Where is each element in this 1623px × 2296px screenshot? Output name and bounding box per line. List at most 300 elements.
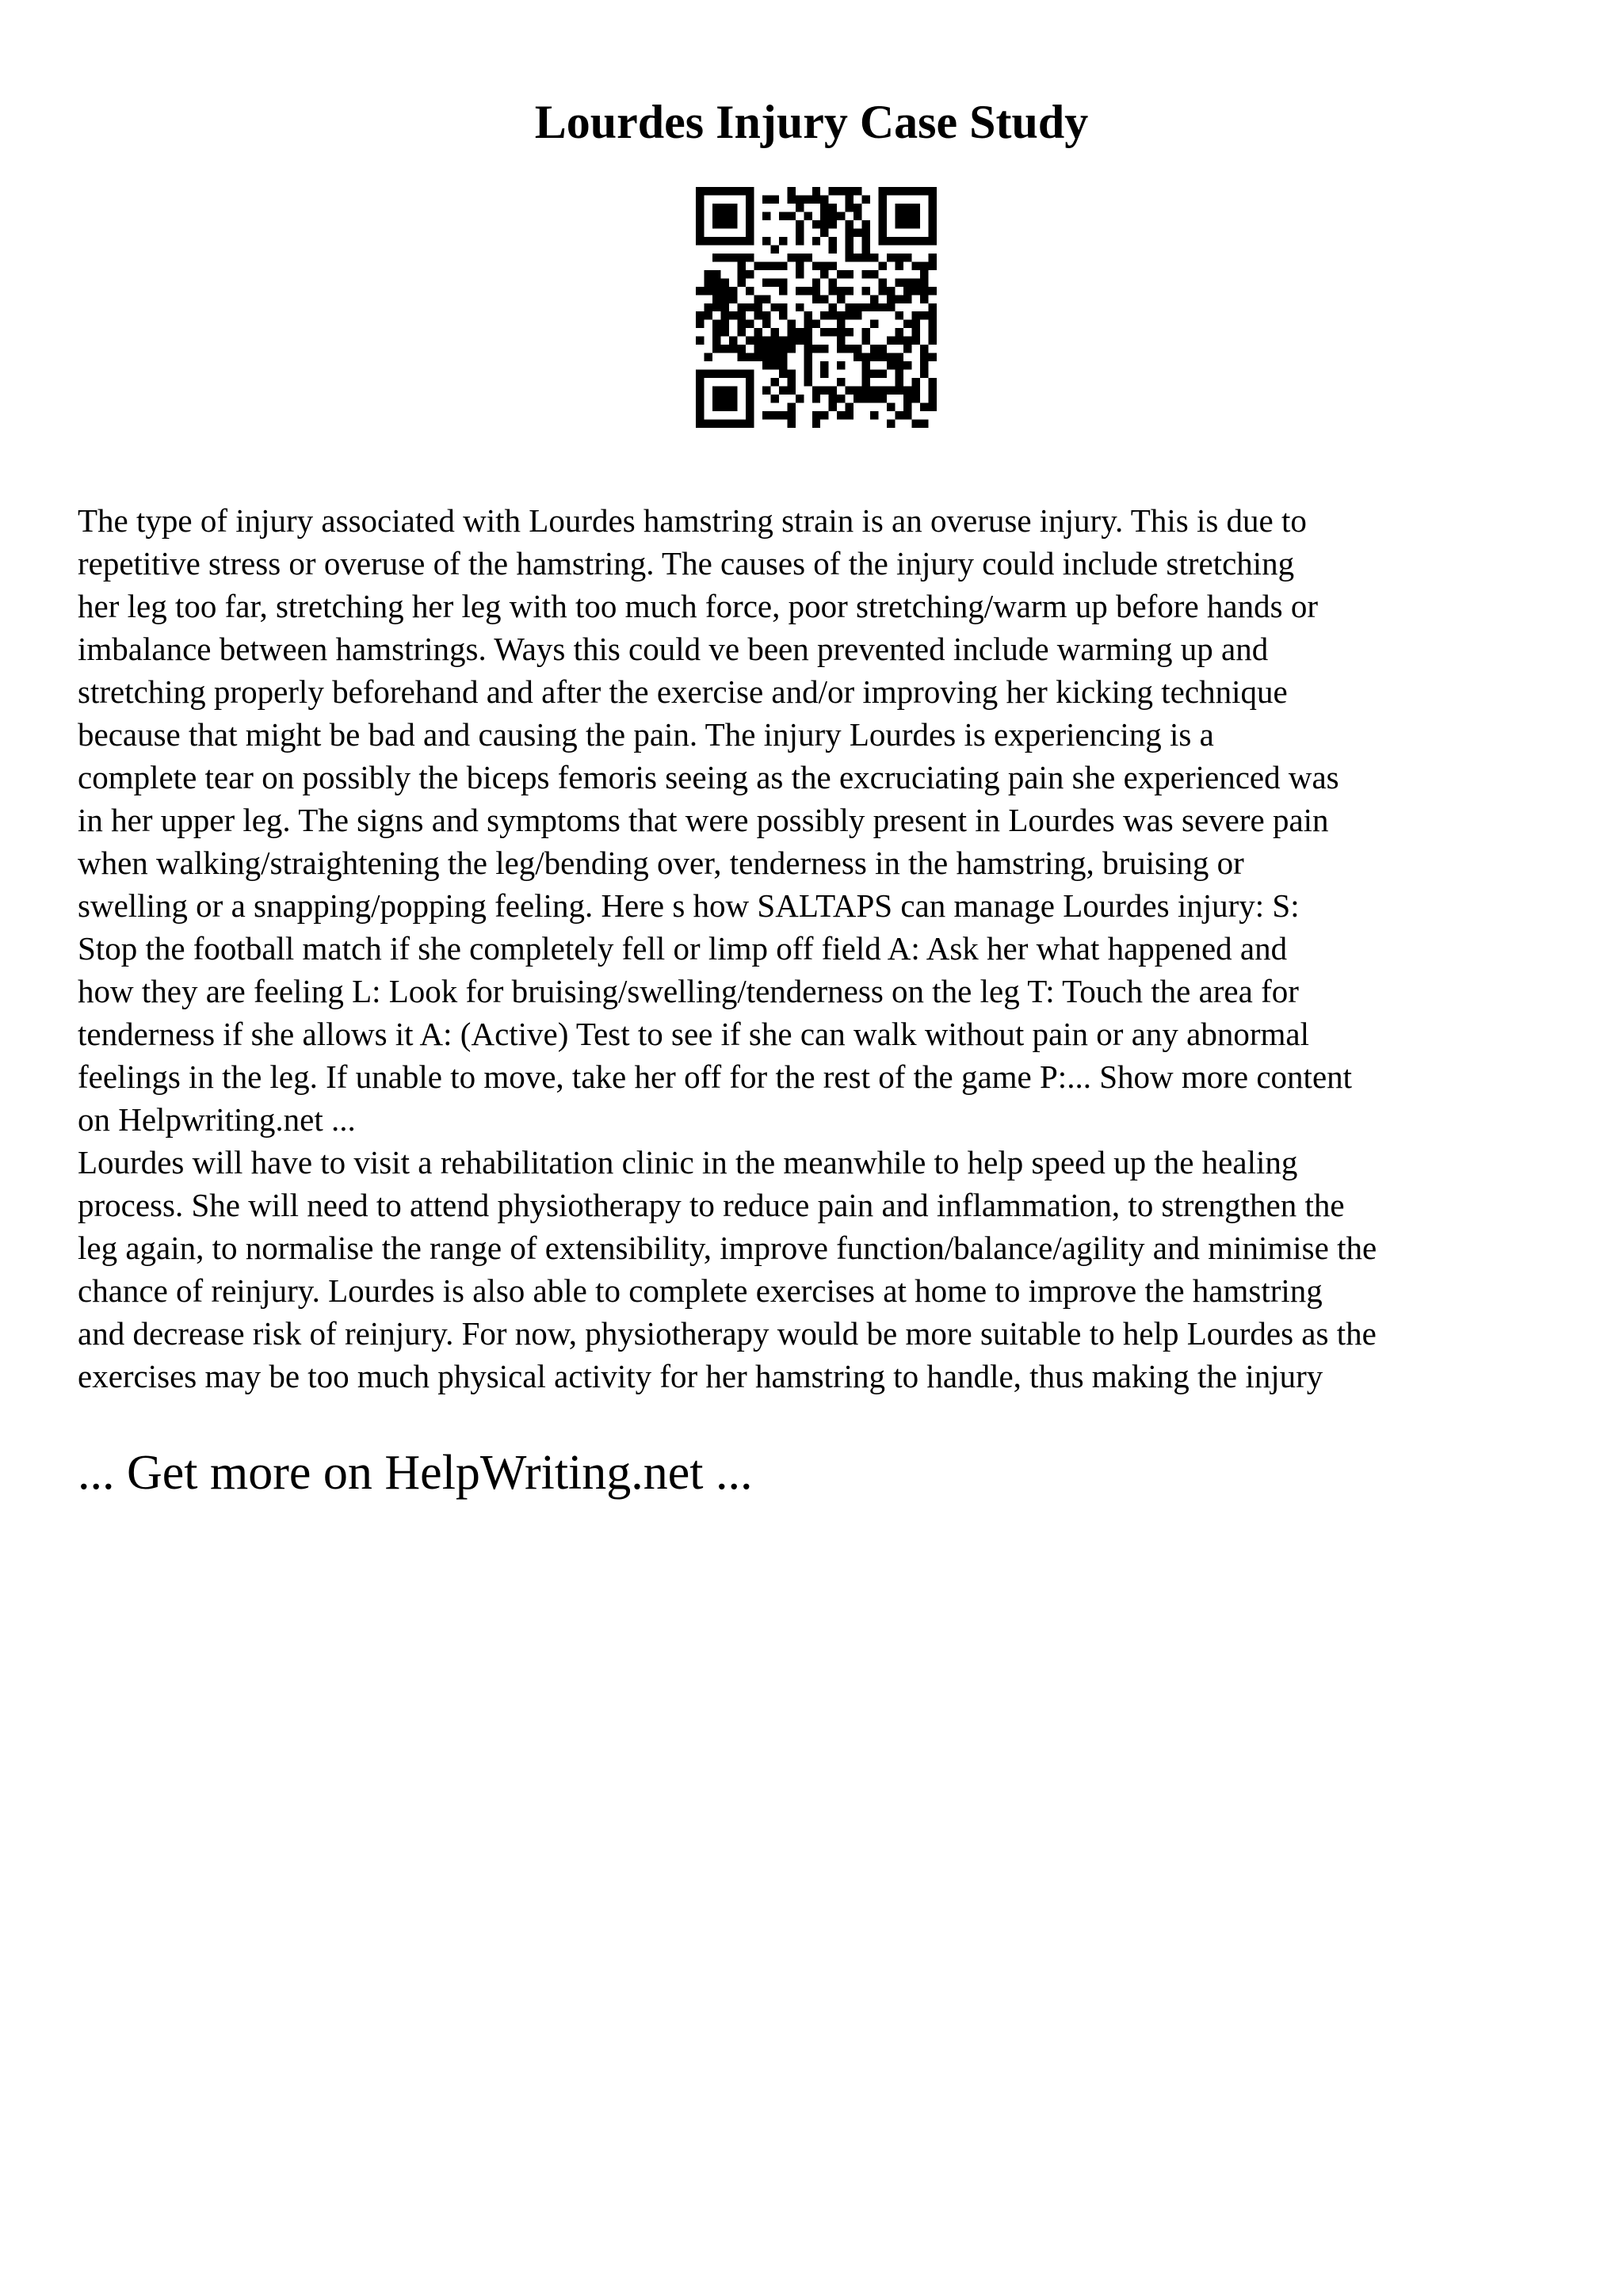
qr-module <box>829 395 837 402</box>
qr-module <box>829 303 837 311</box>
qr-module <box>903 387 911 395</box>
qr-module <box>870 270 878 278</box>
qr-module <box>812 345 820 353</box>
qr-module <box>812 237 820 245</box>
qr-module <box>696 420 754 428</box>
qr-module <box>879 187 937 195</box>
qr-module <box>879 345 887 353</box>
qr-module <box>746 370 754 428</box>
qr-module <box>779 212 787 219</box>
qr-module <box>837 311 845 319</box>
qr-module <box>846 287 854 295</box>
qr-module <box>720 320 728 328</box>
qr-module <box>846 311 854 319</box>
qr-module <box>903 403 911 411</box>
qr-module <box>929 387 937 395</box>
qr-module <box>770 337 778 345</box>
qr-module <box>929 337 937 345</box>
qr-module <box>804 370 812 378</box>
qr-module <box>837 337 845 345</box>
qr-module <box>796 337 804 345</box>
qr-module <box>712 345 720 353</box>
qr-module <box>779 303 787 311</box>
qr-module <box>903 337 911 345</box>
qr-module <box>829 311 837 319</box>
qr-module <box>704 311 712 319</box>
qr-module <box>846 220 854 228</box>
qr-module <box>737 353 745 361</box>
qr-module <box>870 345 878 353</box>
qr-module <box>812 195 820 203</box>
qr-module <box>929 287 937 295</box>
qr-module <box>754 261 762 269</box>
qr-module <box>729 311 737 319</box>
qr-module <box>829 403 837 411</box>
qr-module <box>779 311 787 319</box>
qr-module <box>896 353 903 395</box>
qr-module <box>820 270 828 278</box>
qr-module <box>696 187 704 245</box>
qr-module <box>746 270 754 278</box>
qr-module <box>837 187 845 195</box>
qr-module <box>854 387 861 395</box>
qr-module <box>879 187 887 245</box>
qr-module <box>787 337 795 345</box>
qr-module <box>762 212 770 219</box>
qr-module <box>787 212 795 219</box>
qr-module <box>696 187 754 195</box>
qr-module <box>837 361 845 369</box>
qr-module <box>796 228 804 236</box>
qr-module <box>737 320 745 328</box>
qr-module <box>887 337 895 345</box>
qr-module <box>746 254 754 261</box>
qr-module <box>920 370 928 378</box>
qr-module <box>787 195 795 203</box>
qr-module <box>704 270 712 278</box>
qr-module <box>887 420 895 428</box>
qr-module <box>729 337 737 345</box>
qr-module <box>896 295 903 303</box>
qr-module <box>796 287 804 295</box>
qr-module <box>720 254 728 261</box>
qr-module <box>887 303 895 311</box>
qr-module <box>862 287 870 295</box>
qr-module <box>704 303 712 311</box>
qr-module <box>737 328 745 336</box>
qr-module <box>804 378 812 386</box>
page-title: Lourdes Injury Case Study <box>534 96 1089 148</box>
qr-module <box>812 287 820 295</box>
qr-module <box>829 187 837 195</box>
qr-module <box>762 345 770 353</box>
qr-module <box>870 303 878 311</box>
qr-module <box>929 395 937 402</box>
qr-module <box>737 345 745 353</box>
qr-module <box>879 287 887 295</box>
qr-module <box>787 320 795 328</box>
qr-module <box>896 337 903 345</box>
qr-module <box>820 411 828 419</box>
qr-module <box>820 195 828 203</box>
qr-module <box>920 403 928 411</box>
qr-module <box>829 237 837 245</box>
qr-module <box>762 353 770 361</box>
qr-module <box>770 303 778 311</box>
qr-module <box>804 254 812 261</box>
qr-module <box>903 295 911 303</box>
qr-module <box>796 270 804 278</box>
qr-module <box>820 204 828 212</box>
qr-module <box>762 278 770 286</box>
qr-module <box>920 278 928 286</box>
qr-module <box>920 295 928 303</box>
qr-module <box>862 395 870 402</box>
qr-module <box>812 395 820 402</box>
qr-module <box>754 311 762 319</box>
qr-module <box>712 287 720 295</box>
qr-module <box>896 204 920 228</box>
qr-module <box>746 287 754 295</box>
qr-module <box>796 237 804 245</box>
qr-module <box>820 387 828 395</box>
qr-module <box>796 195 804 203</box>
qr-module <box>903 254 911 261</box>
qr-module <box>712 270 720 278</box>
qr-module <box>754 295 762 303</box>
qr-module <box>903 411 911 419</box>
qr-module <box>862 237 870 245</box>
qr-module <box>820 295 828 303</box>
qr-module <box>920 270 928 278</box>
qr-module <box>720 295 728 303</box>
qr-module <box>929 311 937 319</box>
qr-module <box>787 187 795 195</box>
qr-module <box>696 287 704 295</box>
qr-module <box>929 353 937 361</box>
qr-module <box>720 303 728 311</box>
qr-module <box>779 237 787 245</box>
qr-module <box>862 245 870 253</box>
qr-module <box>804 287 812 295</box>
qr-module <box>712 254 720 261</box>
qr-module <box>787 370 795 378</box>
qr-module <box>804 320 812 328</box>
qr-module <box>846 387 854 395</box>
article-body <box>78 499 1568 1398</box>
qr-module <box>812 278 820 286</box>
qr-module <box>762 311 770 319</box>
qr-module <box>846 228 854 236</box>
qr-module <box>796 254 804 261</box>
qr-module <box>920 353 928 361</box>
qr-module <box>762 195 770 203</box>
qr-module <box>779 261 787 269</box>
qr-module <box>837 287 845 295</box>
qr-module <box>712 295 720 303</box>
qr-module <box>837 320 845 328</box>
qr-module <box>779 337 787 345</box>
qr-module <box>820 370 828 378</box>
qr-module <box>887 287 895 295</box>
qr-module <box>796 303 804 311</box>
qr-module <box>696 370 754 378</box>
qr-module <box>896 411 903 419</box>
qr-module <box>820 328 828 336</box>
qr-module <box>812 220 820 228</box>
qr-module <box>787 328 795 336</box>
qr-module <box>912 337 920 345</box>
qr-module <box>912 378 920 386</box>
qr-module <box>846 328 854 336</box>
paragraph-2: Lourdes will have to visit a rehabilitation clinic in the meanwhile to help speed up the healing process. She will need to attend physiotherapy to reduce pain and inflammation, to strengthen the leg again, to normalise the range of extensibility, improve function/balance/agility and minimise the chance of reinjury. Lourdes is also able to complete exercises at home to improve the hamstring and decrease risk of reinjury. For now, physiotherapy would be more suitable to help Lourdes as the exercises may be too much physical activity for her hamstring to handle, thus making the injury <box>78 1144 1377 1394</box>
qr-module <box>854 353 861 361</box>
qr-module <box>696 311 704 319</box>
paragraph-1: The type of injury associated with Lourdes hamstring strain is an overuse injury. This is due to repetitive stress or overuse of the hamstring. The causes of the injury could include stretching her leg too far, stretching her leg with too much force, poor stretching/warm up before hands or imbalance between hamstrings. Ways this could ve been prevented include warming up and stretching properly beforehand and after the exercise and/or improving her kicking technique because that might be bad and causing the pain. The injury Lourdes is experiencing is a complete tear on possibly the biceps femoris seeing as the excruciating pain she experienced was in her upper leg. The signs and symptoms that were possibly present in Lourdes was severe pain when walking/straightening the leg/bending over, tenderness in the hamstring, bruising or swelling or a snapping/popping feeling. Here s how SALTAPS can manage Lourdes injury: S: Stop the football match if she completely fell or limp off field A: Ask her what happened and how they are feeling L: Look for bruising/swelling/tenderness on the leg T: Touch the area for tenderness if she allows it A: (Active) Test to see if she can walk without pain or any abnormal feelings in the leg. If unable to move, take her off for the rest of the game P:... Show more content on Helpwriting.net ... <box>78 502 1353 1138</box>
qr-module <box>820 345 828 353</box>
qr-module <box>804 195 812 203</box>
qr-module <box>870 370 878 378</box>
qr-module <box>762 320 770 328</box>
qr-module <box>737 311 745 319</box>
qr-module <box>846 403 854 411</box>
qr-module <box>796 328 804 336</box>
qr-module <box>762 387 770 395</box>
qr-module <box>837 345 845 353</box>
qr-module <box>770 278 778 286</box>
qr-module <box>804 345 812 353</box>
qr-module <box>862 270 870 278</box>
qr-module <box>796 261 804 269</box>
qr-module <box>846 245 854 253</box>
qr-module <box>770 245 778 253</box>
qr-module <box>854 395 861 402</box>
qr-module <box>862 195 870 203</box>
qr-module <box>729 295 737 303</box>
qr-module <box>912 311 920 319</box>
qr-module <box>837 295 845 303</box>
qr-module <box>929 328 937 336</box>
qr-module <box>829 261 837 269</box>
qr-module <box>804 353 812 361</box>
qr-module <box>704 353 712 361</box>
qr-module <box>737 278 745 286</box>
qr-module <box>754 337 762 345</box>
qr-module <box>846 411 854 419</box>
qr-module <box>829 287 837 295</box>
qr-module <box>912 387 920 395</box>
qr-module <box>920 345 928 353</box>
qr-module <box>737 254 745 261</box>
qr-module <box>854 345 861 353</box>
qr-module <box>837 395 845 402</box>
qr-module <box>787 387 795 395</box>
qr-module <box>820 361 828 369</box>
qr-module <box>929 261 937 269</box>
qr-module <box>770 395 778 402</box>
qr-module <box>903 345 911 353</box>
qr-module <box>903 278 911 286</box>
qr-module <box>820 261 828 269</box>
qr-module <box>862 337 870 345</box>
qr-module <box>903 287 911 295</box>
qr-module <box>820 220 828 228</box>
qr-module <box>812 411 820 419</box>
qr-module <box>846 254 854 261</box>
qr-module <box>929 403 937 411</box>
qr-module <box>903 320 911 328</box>
qr-module <box>720 328 728 336</box>
qr-module <box>879 261 887 269</box>
qr-module <box>737 303 745 311</box>
qr-module <box>704 278 712 286</box>
qr-module <box>829 328 837 336</box>
qr-module <box>862 328 870 336</box>
qr-module <box>912 320 920 328</box>
qr-module <box>746 187 754 245</box>
qr-module <box>879 278 887 286</box>
qr-module <box>762 261 770 269</box>
qr-module <box>879 303 887 311</box>
qr-module <box>920 261 928 269</box>
qr-module <box>720 278 728 286</box>
qr-module <box>912 420 920 428</box>
qr-module <box>762 411 770 419</box>
qr-module <box>712 303 720 311</box>
qr-module <box>712 337 720 345</box>
qr-module <box>704 287 712 295</box>
qr-module <box>870 411 878 419</box>
qr-module <box>920 361 928 369</box>
qr-module <box>754 345 762 353</box>
qr-module <box>696 370 704 428</box>
qr-module <box>787 254 795 261</box>
qr-module <box>912 328 920 336</box>
qr-module <box>712 278 720 286</box>
qr-module <box>737 270 745 278</box>
qr-module <box>696 320 704 328</box>
qr-module <box>854 187 861 195</box>
qr-module <box>929 303 937 311</box>
qr-module <box>854 303 861 311</box>
qr-module <box>812 320 820 328</box>
qr-module <box>779 353 787 361</box>
qr-module <box>712 320 720 328</box>
qr-module <box>920 311 928 319</box>
qr-module <box>896 328 903 336</box>
qr-module <box>779 278 787 286</box>
qr-module <box>796 220 804 228</box>
qr-module <box>837 212 845 219</box>
qr-module <box>770 195 778 203</box>
qr-module <box>746 303 754 311</box>
qr-module <box>804 361 812 369</box>
qr-module <box>854 228 861 236</box>
qr-module <box>804 311 812 319</box>
qr-module <box>712 387 737 411</box>
qr-module <box>846 270 854 278</box>
qr-module <box>729 287 737 295</box>
qr-module <box>770 353 778 361</box>
qr-module <box>929 254 937 261</box>
qr-module <box>862 254 870 261</box>
qr-module <box>812 295 820 303</box>
qr-module <box>870 295 878 303</box>
qr-module <box>870 320 878 328</box>
qr-module <box>896 261 903 269</box>
qr-module <box>787 411 795 419</box>
qr-module <box>920 287 928 295</box>
qr-module <box>854 212 861 219</box>
qr-module <box>887 295 895 303</box>
qr-module <box>896 311 903 319</box>
qr-module <box>770 411 778 419</box>
qr-module <box>862 353 870 395</box>
qr-module <box>804 328 812 336</box>
qr-module <box>779 387 787 395</box>
qr-module <box>779 287 787 295</box>
qr-module <box>837 270 845 278</box>
qr-module <box>754 303 762 311</box>
qr-module <box>779 361 787 369</box>
qr-module <box>854 254 861 261</box>
qr-module <box>846 237 854 245</box>
qr-module <box>787 378 795 386</box>
qr-module <box>846 303 854 311</box>
qr-module <box>696 337 704 345</box>
qr-module <box>820 311 828 319</box>
qr-module <box>779 345 787 353</box>
qr-module <box>812 261 820 269</box>
qr-module <box>912 287 920 295</box>
qr-module <box>870 254 878 261</box>
qr-module <box>829 387 837 395</box>
qr-module <box>820 228 828 236</box>
qr-module <box>812 420 820 428</box>
qr-module <box>903 361 911 369</box>
qr-module <box>770 261 778 269</box>
qr-module <box>896 278 903 286</box>
qr-code-icon <box>696 187 937 428</box>
qr-module <box>762 237 770 245</box>
qr-module <box>779 411 787 419</box>
qr-module <box>862 220 870 228</box>
qr-module <box>854 311 861 319</box>
qr-module <box>737 261 745 269</box>
qr-module <box>820 212 828 219</box>
qr-module <box>812 187 820 195</box>
qr-module <box>712 328 720 336</box>
qr-module <box>846 195 854 203</box>
qr-module <box>762 337 770 345</box>
get-more-link[interactable]: ... Get more on HelpWriting.net ... <box>78 1446 753 1500</box>
qr-module <box>804 337 812 345</box>
qr-module <box>787 345 795 353</box>
qr-module <box>754 353 762 361</box>
qr-module <box>696 237 754 245</box>
qr-module <box>746 320 754 328</box>
qr-module <box>912 395 920 402</box>
qr-module <box>896 254 903 261</box>
qr-module <box>887 361 895 369</box>
qr-module <box>837 328 845 336</box>
qr-module <box>796 395 804 402</box>
qr-module <box>712 204 737 228</box>
qr-module <box>770 378 778 386</box>
qr-module <box>846 204 854 212</box>
qr-module <box>862 228 870 236</box>
qr-module <box>720 345 728 353</box>
